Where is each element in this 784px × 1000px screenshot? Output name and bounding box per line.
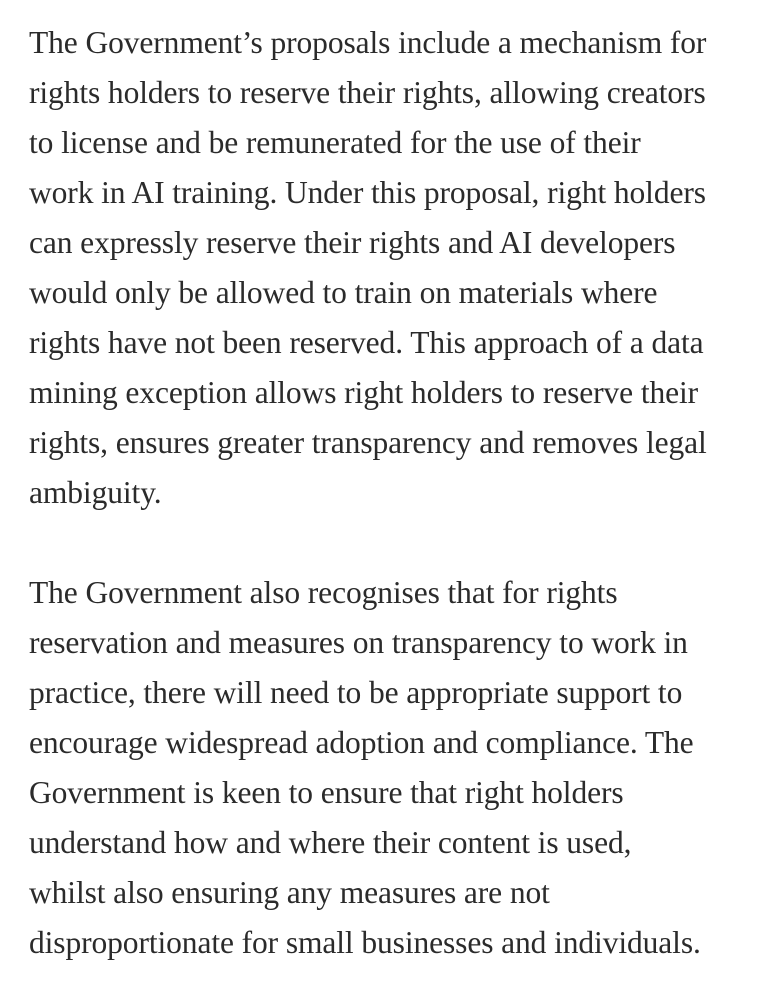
paragraph-line: whilst also ensuring any measures are not xyxy=(29,875,550,910)
paragraph-line: Government is keen to ensure that right holders xyxy=(29,775,624,810)
paragraph-line: disproportionate for small businesses and individuals. xyxy=(29,925,701,960)
paragraph-line: can expressly reserve their rights and AI developers xyxy=(29,225,676,260)
paragraph-line: rights, ensures greater transparency and removes legal xyxy=(29,425,707,460)
paragraph-line: work in AI training. Under this proposal, right holders xyxy=(29,175,706,210)
paragraph-line: reservation and measures on transparency to work in xyxy=(29,625,688,660)
paragraph-line: would only be allowed to train on materials where xyxy=(29,275,658,310)
paragraph-line: ambiguity. xyxy=(29,475,162,510)
paragraph-line: rights holders to reserve their rights, allowing creators xyxy=(29,75,706,110)
paragraph-rights-reservation xyxy=(29,18,764,518)
paragraph-line: understand how and where their content is used, xyxy=(29,825,632,860)
paragraph-line: rights have not been reserved. This approach of a data xyxy=(29,325,704,360)
paragraph-line: mining exception allows right holders to reserve their xyxy=(29,375,699,410)
paragraph-line: practice, there will need to be appropriate support to xyxy=(29,675,683,710)
paragraph-transparency-support xyxy=(29,568,764,968)
paragraph-line: to license and be remunerated for the use of their xyxy=(29,125,641,160)
paragraph-line: The Government also recognises that for rights xyxy=(29,575,618,610)
paragraph-line: encourage widespread adoption and compliance. The xyxy=(29,725,694,760)
paragraph-line: The Government’s proposals include a mechanism for xyxy=(29,25,707,60)
